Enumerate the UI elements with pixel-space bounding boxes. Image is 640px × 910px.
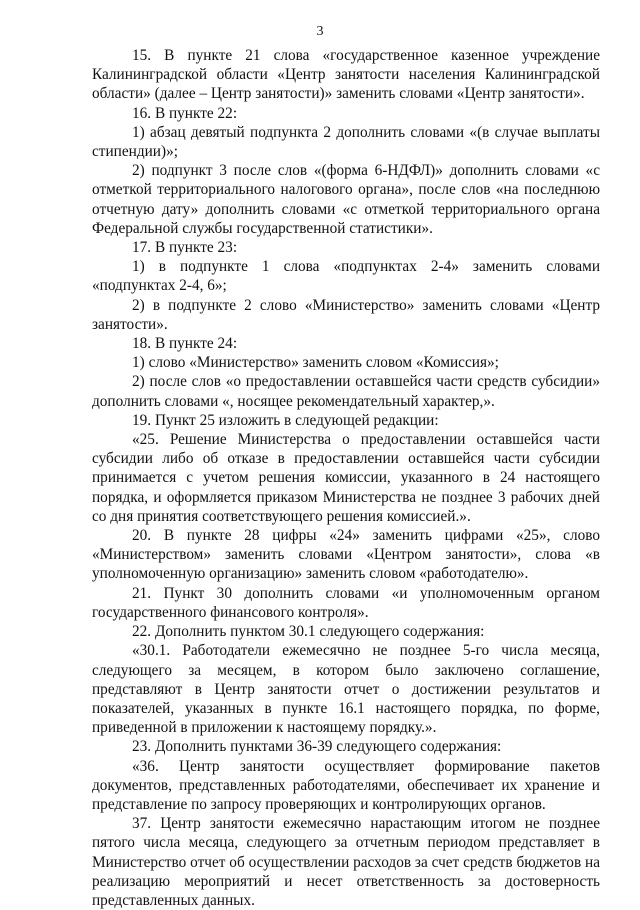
paragraph-21: 21. Пункт 30 дополнить словами «и уполномоченным органом государственного финансового контроля». [92,584,600,621]
paragraph-18-2: 2) после слов «о предоставлении оставшейся части средств субсидии» дополнить словами «, носящее рекомендательный характер,». [92,373,600,410]
paragraph-17-2: 2) в подпункте 2 слово «Министерство» заменить словами «Центр занятости». [92,296,600,333]
paragraph-17: 17. В пункте 23: [132,239,238,257]
paragraph-23-36: «36. Центр занятости осуществляет формирование пакетов документов, представленных работодателями, обеспечивает их хранение и представление по запросу проверяющих и контролирующих органов. [92,757,600,813]
paragraph-22: 22. Дополнить пунктом 30.1 следующего содержания: [132,623,485,641]
paragraph-16-1: 1) абзац девятый подпункта 2 дополнить словами «(в случае выплаты стипендии)»; [92,123,600,161]
paragraph-23: 23. Дополнить пунктами 36-39 следующего содержания: [132,738,502,756]
paragraph-22-text: «30.1. Работодатели ежемесячно не позднее 5-го числа месяца, следующего за месяцем, в котором было заключено соглашение, представляют в Центр занятости отчет о достижении результатов и показателей, указанных в пункте 16.1 настоящего порядка, по форме, приведенной в приложении к настоящему порядку.». [92,642,600,737]
paragraph-17-1: 1) в подпункте 1 слова «подпунктах 2-4» заменить словами «подпунктах 2-4, 6»; [92,258,600,295]
document-body [92,46,600,910]
paragraph-15: 15. В пункте 21 слова «государственное казенное учреждение Калининградской области «Центр занятости населения Калининградской области» (далее – Центр занятости)» заменить словами «Центр занятости». [92,47,600,103]
paragraph-20: 20. В пункте 28 цифры «24» заменить цифрами «25», слово «Министерством» заменить словами «Центром занятости», слова «в уполномоченную организацию» заменить словом «работодателю». [92,527,600,583]
paragraph-19-text: «25. Решение Министерства о предоставлении оставшейся части субсидии либо об отказе в предоставлении оставшейся части субсидии принимается с учетом решения комиссии, указанного в 24 настоящего порядка, и оформляется приказом Министерства не позднее 3 рабочих дней со дня принятия соответствующего решения комиссией.». [92,431,600,525]
paragraph-16-2: 2) подпункт 3 после слов «(форма 6-НДФЛ)» дополнить словами «с отметкой территориального налогового органа», после слов «на последнюю отчетную дату» дополнить словами «с отметкой территориального органа Федеральной службы государственной статистики». [92,162,600,237]
paragraph-19: 19. Пункт 25 изложить в следующей редакции: [132,411,439,429]
paragraph-18-1: 1) слово «Министерство» заменить словом «Комиссия»; [132,354,499,372]
page-number: 3 [316,24,324,39]
paragraph-16: 16. В пункте 22: [132,104,238,122]
paragraph-23-37: 37. Центр занятости ежемесячно нарастающим итогом не позднее пятого числа месяца, следующего за отчетным периодом представляет в Министерство отчет об осуществлении расходов за счет средств бюджетов на реализацию мероприятий и несет ответственность за достоверность представленных данных. [92,815,600,909]
paragraph-18: 18. В пункте 24: [132,335,238,353]
